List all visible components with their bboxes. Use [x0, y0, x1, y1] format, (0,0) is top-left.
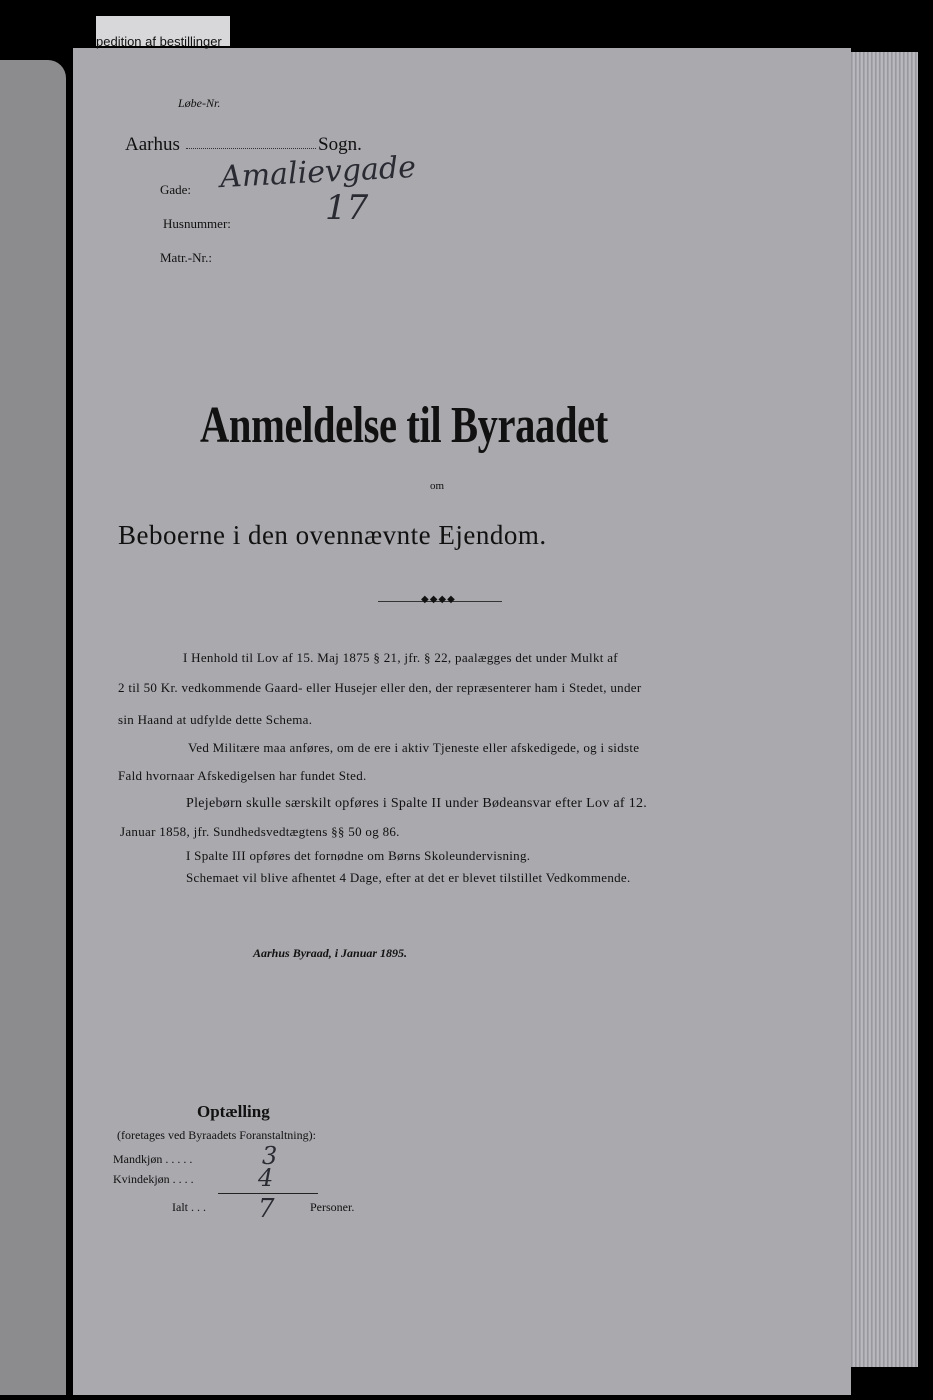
- title-om: om: [430, 480, 445, 492]
- gade-handwritten: Amalievgade: [219, 149, 417, 196]
- matr-label: Matr.-Nr.:: [160, 250, 212, 265]
- subtitle: Beboerne i den ovennævnte Ejendom.: [118, 520, 547, 550]
- husnummer-handwritten: 17: [325, 188, 369, 228]
- husnummer-label: Husnummer:: [163, 216, 231, 231]
- city-label: Aarhus: [125, 134, 180, 155]
- bookmark-tab: [96, 16, 230, 49]
- body-p1-line3: sin Haand at udfylde dette Schema.: [118, 712, 313, 727]
- mandkjon-value: 3: [262, 1142, 278, 1170]
- sogn-dotted-line: [186, 148, 316, 149]
- ialt-value: 7: [258, 1194, 275, 1224]
- ornament-icon: ◆◆◆◆: [421, 594, 456, 605]
- mandkjon-label: Mandkjøn . . . . .: [113, 1152, 193, 1166]
- body-p1-line1: I Henhold til Lov af 15. Maj 1875 § 21, jfr. § 22, paalægges det under Mulkt af: [183, 650, 618, 665]
- ialt-label: Ialt . . .: [172, 1200, 206, 1214]
- body-p5: Schemaet vil blive afhentet 4 Dage, efter at det er blevet tilstillet Vedkommende.: [186, 870, 631, 885]
- body-p2-line2: Fald hvornaar Afskedigelsen har fundet Sted.: [118, 768, 367, 783]
- personer-label: Personer.: [310, 1200, 355, 1214]
- main-title: Anmeldelse til Byraadet: [200, 397, 608, 454]
- sogn-label: Sogn.: [318, 134, 362, 155]
- lobe-nr-label: Løbe-Nr.: [178, 96, 221, 110]
- body-p2-line1: Ved Militære maa anføres, om de ere i aktiv Tjeneste eller afskedigede, og i sidste: [188, 740, 640, 755]
- count-title: Optælling: [197, 1102, 270, 1121]
- signature-line: Aarhus Byraad, i Januar 1895.: [253, 946, 408, 960]
- body-p3-line1: Plejebørn skulle særskilt opføres i Spalte II under Bødeansvar efter Lov af 12.: [186, 796, 648, 811]
- tab-label: pedition af bestillinger: [96, 34, 222, 49]
- gade-label: Gade:: [160, 182, 192, 197]
- kvindekjon-value: 4: [258, 1164, 274, 1192]
- count-subtitle: (foretages ved Byraadets Foranstaltning):: [117, 1128, 316, 1142]
- book-edge: [848, 52, 918, 1367]
- body-p4: I Spalte III opføres det fornødne om Børns Skoleundervisning.: [186, 848, 531, 863]
- body-p1-line2: 2 til 50 Kr. vedkommende Gaard- eller Husejer eller den, der repræsenterer ham i Stedet, under: [118, 680, 642, 695]
- left-page: [0, 60, 66, 1395]
- body-p3-line2: Januar 1858, jfr. Sundhedsvedtægtens §§ 50 og 86.: [120, 824, 400, 839]
- kvindekjon-label: Kvindekjøn . . . .: [113, 1172, 194, 1186]
